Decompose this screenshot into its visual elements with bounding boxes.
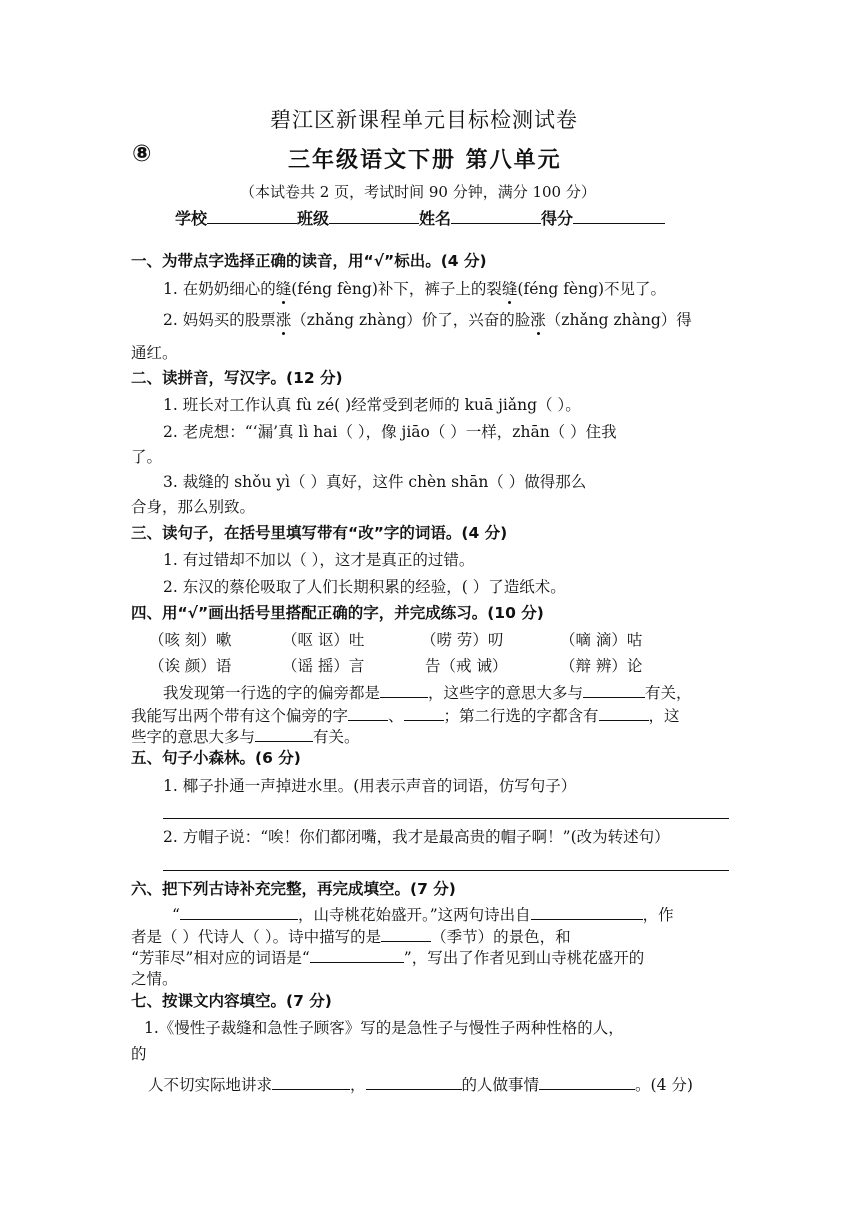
text: ，作: [642, 906, 674, 924]
text: (féng fèng)补下，裤子上的裂: [291, 280, 502, 298]
text: 我能写出两个带有这个偏旁的字: [131, 707, 349, 725]
text: 者是（ ）代诗人（ ）。诗中描写的是: [131, 928, 382, 946]
s4-row2-item4: （辩 辨）论: [560, 657, 643, 675]
text: ，: [350, 1076, 366, 1094]
s4-row1-item4: （嘀 滴）咕: [560, 631, 643, 649]
answer-line[interactable]: [163, 870, 729, 871]
text: 2. 妈妈买的股票: [163, 311, 276, 329]
answer-line[interactable]: [163, 818, 729, 819]
blank[interactable]: [348, 704, 388, 721]
name-label: 姓名: [419, 209, 452, 228]
dotted-char: 缝: [501, 280, 518, 298]
school-field[interactable]: [207, 207, 297, 224]
text: （zhǎng zhàng）得: [545, 311, 692, 329]
s4-paragraph-line2: [131, 704, 680, 727]
section-5-heading: 五、句子小森林。(6 分): [131, 749, 301, 767]
s4-paragraph-line1: [163, 681, 692, 704]
s1-question-1: [163, 278, 666, 300]
s2-question-3-cont: 合身，那么别致。: [131, 498, 256, 516]
s4-row1-item3: （唠 劳）叨: [421, 631, 504, 649]
blank[interactable]: [404, 704, 444, 721]
s4-row2-item3: 告（戒 诫）: [425, 657, 508, 675]
text: ”，写出了作者见到山寺桃花盛开的: [403, 949, 645, 967]
text: 、: [388, 707, 404, 725]
text: 1. 在奶奶细心的: [163, 280, 276, 298]
section-2-heading: 二、读拼音，写汉字。(12 分): [131, 369, 343, 387]
text: ，这些字的意思大多与: [428, 684, 584, 702]
s4-row1-item2: （呕 讴）吐: [282, 631, 365, 649]
s4-row2-item2: （谣 摇）言: [282, 657, 365, 675]
text: 。(4 分): [635, 1076, 693, 1094]
text: ，这: [648, 707, 680, 725]
s4-row1-item1: （咳 刻）嗽: [149, 631, 232, 649]
s2-question-2-cont: 了。: [131, 448, 163, 466]
blank[interactable]: [310, 946, 404, 963]
s2-question-1: 1. 班长对工作认真 fù zé( )经常受到老师的 kuā jiǎng（ ）。: [163, 396, 581, 414]
school-label: 学校: [175, 209, 208, 228]
class-label: 班级: [297, 209, 330, 228]
s6-line4: 之情。: [131, 970, 178, 988]
blank[interactable]: [180, 903, 298, 920]
blank[interactable]: [255, 725, 313, 742]
s7-line2: [148, 1073, 693, 1096]
section-6-heading: 六、把下列古诗补充完整，再完成填空。(7 分): [131, 880, 456, 898]
s5-question-1: 1. 椰子扑通一声掉进水里。(用表示声音的词语，仿写句子）: [163, 777, 577, 795]
blank[interactable]: [366, 1073, 462, 1090]
s7-line1: 1.《慢性子裁缝和急性子顾客》写的是急性子与慢性子两种性格的人，: [144, 1019, 624, 1037]
text: 我发现第一行选的字的偏旁都是: [163, 684, 381, 702]
blank[interactable]: [599, 704, 649, 721]
text: （季节）的景色，和: [431, 928, 571, 946]
score-field[interactable]: [573, 207, 665, 224]
s6-line2: [131, 925, 571, 948]
blank[interactable]: [272, 1073, 350, 1090]
class-field[interactable]: [329, 207, 419, 224]
exam-title: 碧江区新课程单元目标检测试卷: [270, 108, 578, 132]
paper-number: ⑧: [132, 141, 154, 167]
s2-question-3: 3. 裁缝的 shǒu yì（ ）真好，这件 chèn shān（ ）做得那么: [163, 473, 587, 491]
text: “: [172, 906, 180, 924]
text: （zhǎng zhàng）价了，兴奋的脸: [291, 311, 531, 329]
blank[interactable]: [531, 903, 643, 920]
text: 些字的意思大多与: [131, 728, 256, 746]
text: “芳菲尽”相对应的词语是“: [131, 949, 310, 967]
dotted-char: 涨: [275, 311, 292, 329]
info-row: [175, 206, 665, 229]
blank[interactable]: [583, 681, 645, 698]
exam-note: （本试卷共 2 页，考试时间 90 分钟，满分 100 分）: [240, 183, 596, 201]
text: ；第二行选的字都含有: [443, 707, 599, 725]
dotted-char: 缝: [275, 280, 292, 298]
s3-question-1: 1. 有过错却不加以（ ），这才是真正的过错。: [163, 551, 475, 569]
text: 有关。: [313, 728, 360, 746]
blank[interactable]: [539, 1073, 635, 1090]
text: 人不切实际地讲求: [148, 1076, 273, 1094]
text: 有关，: [645, 684, 692, 702]
s1-question-2-cont: 通红。: [131, 344, 178, 362]
s6-line3: [131, 946, 644, 969]
section-4-heading: 四、用“√”画出括号里搭配正确的字，并完成练习。(10 分): [131, 604, 544, 622]
s2-question-2: 2. 老虎想：“‘漏’真 lì hai（ ），像 jiāo（ ）一样，zhān（ ）住我: [163, 423, 617, 441]
section-3-heading: 三、读句子，在括号里填写带有“改”字的词语。(4 分): [131, 524, 508, 542]
s3-question-2: 2. 东汉的蔡伦吸取了人们长期积累的经验，( ）了造纸术。: [163, 578, 566, 596]
s5-question-2: 2. 方帽子说：“唉！你们都闭嘴，我才是最高贵的帽子啊！”(改为转述句）: [163, 828, 670, 846]
s6-line1: [172, 903, 674, 926]
dotted-char: 涨: [530, 311, 546, 329]
s1-question-2: [163, 309, 692, 331]
section-1-heading: 一、为带点字选择正确的读音，用“√”标出。(4 分): [131, 252, 487, 270]
blank[interactable]: [381, 925, 431, 942]
section-7-heading: 七、按课文内容填空。(7 分): [131, 992, 332, 1010]
text: ，山寺桃花始盛开。”这两句诗出自: [297, 906, 531, 924]
name-field[interactable]: [451, 207, 541, 224]
s4-row2-item1: （诶 颜）语: [149, 657, 232, 675]
score-label: 得分: [541, 209, 574, 228]
s4-paragraph-line3: [131, 725, 360, 748]
s7-line1-cont: 的: [131, 1045, 147, 1063]
blank[interactable]: [380, 681, 428, 698]
exam-subtitle: 三年级语文下册 第八单元: [288, 148, 562, 173]
text: (féng fèng)不见了。: [517, 280, 667, 298]
text: 的人做事情: [461, 1076, 540, 1094]
